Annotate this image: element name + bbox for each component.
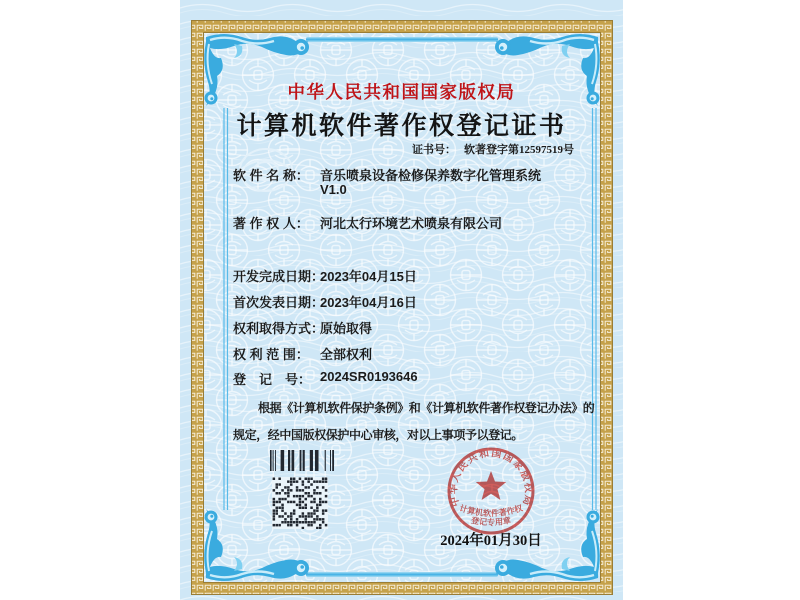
field-value-version: V1.0 bbox=[320, 182, 347, 197]
field-value: 2023年04月16日 bbox=[320, 295, 417, 310]
field-value: 河北太行环境艺术喷泉有限公司 bbox=[320, 216, 503, 231]
greek-key-border-top bbox=[192, 21, 612, 32]
barcode bbox=[270, 450, 334, 471]
field-label: 登 记 号： bbox=[233, 372, 312, 387]
issue-date: 2024年01月30日 bbox=[440, 533, 542, 549]
seal-ring-text: 中华人民共和国国家版权局 bbox=[448, 447, 534, 508]
field-row-dev-complete-date bbox=[233, 266, 417, 285]
certificate-number bbox=[412, 141, 574, 157]
field-label: 软 件 名 称： bbox=[233, 168, 309, 183]
field-label: 权 利 范 围： bbox=[233, 347, 309, 362]
qr-code bbox=[272, 477, 328, 529]
seal-line-1: 计算机软件著作权 bbox=[458, 503, 524, 519]
field-value: 2024SR0193646 bbox=[320, 369, 418, 384]
field-value: 2023年04月15日 bbox=[320, 269, 417, 284]
field-label: 权利取得方式： bbox=[233, 321, 325, 336]
statement-line-1: 根据《计算机软件保护条例》和《计算机软件著作权登记办法》的 bbox=[258, 401, 595, 415]
field-label: 首次发表日期： bbox=[233, 295, 325, 310]
field-value: 原始取得 bbox=[320, 321, 373, 336]
official-seal bbox=[436, 436, 546, 546]
field-value: 全部权利 bbox=[320, 347, 373, 362]
field-row-right-scope bbox=[233, 344, 372, 363]
field-row-registration-number bbox=[233, 369, 418, 388]
seal-line-2: 登记专用章 bbox=[470, 515, 512, 527]
issuer-title: 中华人民共和国国家版权局 bbox=[287, 82, 516, 102]
field-row-copyright-owner bbox=[233, 213, 502, 232]
field-label: 开发完成日期： bbox=[233, 269, 325, 284]
field-row-first-publish-date bbox=[233, 292, 417, 311]
field-value: 音乐喷泉设备检修保养数字化管理系统 bbox=[320, 168, 542, 183]
certificate-number-label: 证书号： bbox=[412, 144, 456, 156]
star-icon bbox=[476, 471, 506, 500]
field-row-right-acquisition bbox=[233, 318, 372, 337]
field-row-software-name bbox=[233, 165, 541, 184]
bottom-blue-bar bbox=[306, 572, 498, 577]
top-blue-bar bbox=[306, 37, 498, 42]
certificate-paper bbox=[180, 0, 623, 600]
greek-key-border-bottom bbox=[192, 583, 612, 594]
statement-line-2: 规定，经中国版权保护中心审核，对以上事项予以登记。 bbox=[233, 428, 524, 442]
field-label: 著 作 权 人： bbox=[233, 216, 309, 231]
certificate-title: 计算机软件著作权登记证书 bbox=[236, 113, 567, 140]
certificate-number-value: 软著登字第12597519号 bbox=[464, 144, 574, 156]
